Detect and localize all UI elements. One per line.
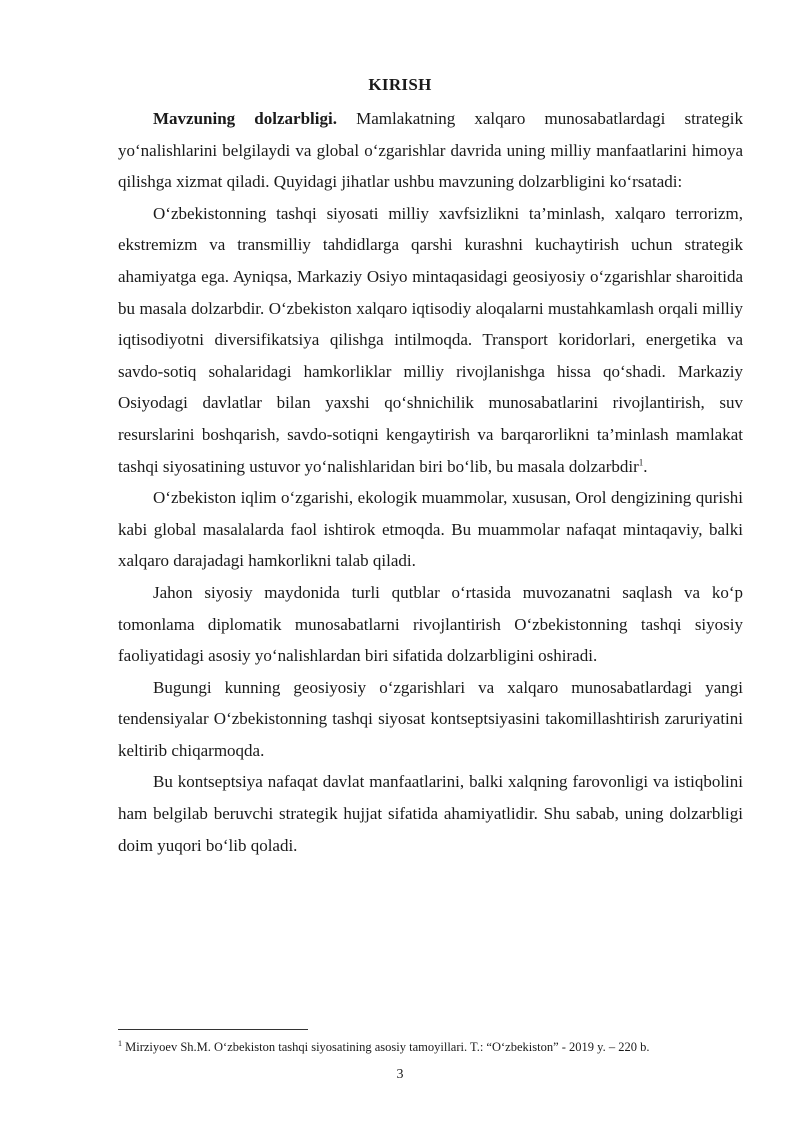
paragraph-foreign-policy — [118, 198, 743, 482]
paragraph-balance — [118, 577, 743, 672]
footnote — [118, 1039, 743, 1055]
paragraph-text: Jahon siyosiy maydonida turli qutblar o‘rtasida muvozanatni saqlash va ko‘p tomonlama diplomatik munosabatlarni rivojlantirish O‘zbekistonning tashqi siyosiy faoliyatidagi asosiy yo‘nalishlardan biri sifatida dolzarbligini oshiradi. — [118, 582, 743, 666]
footnote-number: 1 — [118, 1038, 122, 1048]
paragraph-text: O‘zbekistonning tashqi siyosati milliy xavfsizlikni ta’minlash, xalqaro terrorizm, ekstremizm va transmilliy tahdidlarga qarshi kurashni kuchaytirish uchun strategik ahamiyatga ega. Ayniqsa, Markaziy Osiyo mintaqasidagi geosiyosiy o‘zgarishlar sharoitida bu masala dolzarbdir. O‘zbekiston xalqaro iqtisodiy aloqalarni mustahkamlash orqali milliy iqtisodiyotni diversifikatsiya qilishga intilmoqda. Transport koridorlari, energetika va savdo-sotiq sohalaridagi hamkorliklar milliy rivojlanishga hissa qo‘shadi. Markaziy Osiyodagi davlatlar bilan yaxshi qo‘shnichilik munosabatlarini rivojlantirish, suv resurslarini boshqarish, savdo-sotiqni kengaytirish va barqarorlikni ta’minlash mamlakat tashqi siyosatining ustuvor yo‘nalishlaridan biri bo‘lib, bu masala dolzarbdir — [118, 203, 743, 476]
paragraph-geopolitics — [118, 672, 743, 767]
paragraph-concept — [118, 766, 743, 861]
footnote-reference[interactable]: 1 — [638, 456, 644, 467]
paragraph-text-end: . — [643, 456, 648, 476]
paragraph-text: O‘zbekiston iqlim o‘zgarishi, ekologik muammolar, xususan, Orol dengizining qurishi kabi global masalalarda faol ishtirok etmoqda. Bu muammolar nafaqat mintaqaviy, balki xalqaro darajadagi hamkorlikni talab qiladi. — [118, 488, 743, 571]
paragraph-text: Mamlakatning xalqaro munosabatlardagi strategik yo‘nalishlarini belgilaydi va global o‘zgarishlar davrida uning milliy manfaatlarini himoya qilishga xizmat qiladi. Quyidagi jihatlar ushbu mavzuning dolzarbligini ko‘rsatadi: — [118, 109, 743, 192]
footnote-text: Mirziyoev Sh.M. O‘zbekiston tashqi siyosatining asosiy tamoyillari. T.: “O‘zbekiston” - 2019 y. – 220 b. — [122, 1040, 650, 1054]
paragraph-text: Bu kontseptsiya nafaqat davlat manfaatlarini, balki xalqning farovonligi va istiqbolini ham belgilab beruvchi strategik hujjat sifatida ahamiyatlidir. Shu sabab, uning dolzarbligi doim yuqori bo‘lib qoladi. — [118, 772, 743, 855]
page-number: 3 — [396, 1067, 404, 1082]
paragraph-lead: Mavzuning dolzarbligi. — [153, 109, 337, 128]
body-text — [118, 103, 743, 861]
paragraph-text: Bugungi kunning geosiyosiy o‘zgarishlari va xalqaro munosabatlardagi yangi tendensiyalar O‘zbekistonning tashqi siyosat kontseptsiyasini takomillashtirish zaruriyatini keltirib chiqarmoqda. — [118, 677, 743, 760]
footnote-divider — [118, 1029, 308, 1030]
paragraph-relevance — [118, 103, 743, 198]
paragraph-climate — [118, 482, 743, 577]
section-title: KIRISH — [368, 75, 432, 94]
